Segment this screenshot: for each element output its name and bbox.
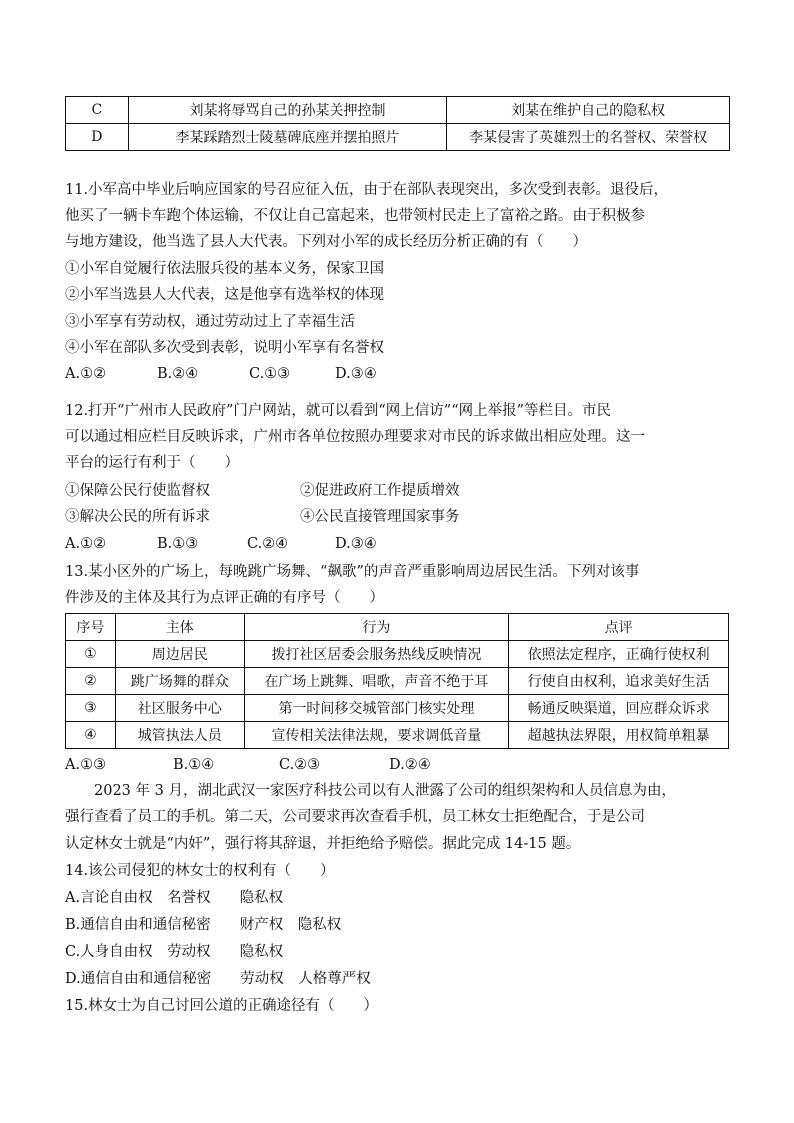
cell-subject: 社区服务中心 (115, 695, 244, 722)
col-header: 序号 (66, 614, 116, 641)
option-c[interactable]: C.人身自由权 劳动权 隐私权 (65, 944, 284, 960)
option-a[interactable]: A.言论自由权 名誉权 隐私权 (65, 890, 284, 906)
col-header: 行为 (244, 614, 509, 641)
q12-item: ③解决公民的所有诉求 (65, 509, 210, 525)
q12-stem-line: 平台的运行有利于（ ） (65, 455, 239, 471)
table-row (66, 695, 729, 722)
option-b[interactable]: B.通信自由和通信秘密 财产权 隐私权 (65, 917, 342, 933)
row-judgment: 刘某在维护自己的隐私权 (447, 97, 730, 124)
cell-action: 拨打社区居委会服务热线反映情况 (244, 641, 509, 668)
option-d[interactable]: D.③④ (335, 366, 377, 382)
cell-comment: 行使自由权利，追求美好生活 (509, 668, 729, 695)
cell-number: ② (66, 668, 116, 695)
cell-subject: 周边居民 (115, 641, 244, 668)
q11-stem-line: 他买了一辆卡车跑个体运输，不仅让自己富起来，也带领村民走上了富裕之路。由于积极参 (65, 208, 645, 224)
table-row (66, 124, 730, 151)
q12-options (65, 534, 377, 554)
option-b[interactable]: B.①③ (157, 536, 199, 552)
q11-stem-line: 11.小军高中毕业后响应国家的号召应征入伍，由于在部队表现突出，多次受到表彰。退役后， (65, 182, 669, 198)
q12-items-row (65, 507, 460, 527)
cell-comment: 依照法定程序，正确行使权利 (509, 641, 729, 668)
material-line: 认定林女士就是“内奸”，强行将其辞退，并拒绝给予赔偿。据此完成 14-15 题。 (65, 836, 581, 852)
option-d[interactable]: D.③④ (335, 536, 377, 552)
material-line: 强行查看了员工的手机。第二天，公司要求再次查看手机，员工林女士拒绝配合，于是公司 (65, 809, 645, 825)
table-header-row (66, 614, 729, 641)
row-key: C (66, 97, 129, 124)
option-b[interactable]: B.②④ (157, 366, 199, 382)
cell-comment: 畅通反映渠道，回应群众诉求 (509, 695, 729, 722)
q14-stem: 14.该公司侵犯的林女士的权利有（ ） (65, 863, 335, 879)
col-header: 点评 (509, 614, 729, 641)
cell-subject: 城管执法人员 (115, 722, 244, 749)
q11-item: ②小军当选县人大代表，这是他享有选举权的体现 (65, 287, 384, 303)
row-event: 李某踩踏烈士陵墓碑底座并摆拍照片 (128, 124, 447, 151)
cell-subject: 跳广场舞的群众 (115, 668, 244, 695)
option-c[interactable]: C.①③ (249, 366, 291, 382)
option-a[interactable]: A.①② (65, 536, 107, 552)
option-d[interactable]: D.通信自由和通信秘密 劳动权 人格尊严权 (65, 971, 371, 987)
q13-stem-line: 13.某小区外的广场上，每晚跳广场舞、“飙歌”的声音严重影响周边居民生活。下列对该事 (65, 564, 640, 580)
option-c[interactable]: C.②④ (247, 536, 289, 552)
row-key: D (66, 124, 129, 151)
q12-stem-line: 12.打开“广州市人民政府”门户网站，就可以看到“网上信访”“网上举报”等栏目。市民 (65, 403, 612, 419)
table-row (66, 97, 730, 124)
q11-stem-line: 与地方建设，他当选了县人大代表。下列对小军的成长经历分析正确的有（ ） (65, 234, 587, 250)
q12-items-row (65, 481, 460, 501)
q12-item: ④公民直接管理国家事务 (300, 509, 460, 525)
cell-action: 第一时间移交城管部门核实处理 (244, 695, 509, 722)
option-d[interactable]: D.②④ (389, 757, 431, 773)
q11-item: ③小军享有劳动权，通过劳动过上了幸福生活 (65, 314, 355, 330)
option-b[interactable]: B.①④ (173, 757, 215, 773)
option-c[interactable]: C.②③ (279, 757, 321, 773)
top-table (65, 96, 730, 151)
q12-item: ①保障公民行使监督权 (65, 483, 210, 499)
q11-options (65, 364, 377, 384)
q12-item: ②促进政府工作提质增效 (300, 483, 460, 499)
cell-action: 在广场上跳舞、唱歌，声音不绝于耳 (244, 668, 509, 695)
table-row (66, 641, 729, 668)
cell-number: ③ (66, 695, 116, 722)
q11-item: ④小军在部队多次受到表彰，说明小军享有名誉权 (65, 340, 384, 356)
cell-number: ④ (66, 722, 116, 749)
row-event: 刘某将辱骂自己的孙某关押控制 (128, 97, 447, 124)
q15-stem: 15.林女士为自己讨回公道的正确途径有（ ） (65, 998, 379, 1014)
row-judgment: 李某侵害了英雄烈士的名誉权、荣誉权 (447, 124, 730, 151)
q13-table (65, 613, 729, 749)
table-row (66, 668, 729, 695)
cell-action: 宣传相关法律法规，要求调低音量 (244, 722, 509, 749)
material-line: 2023 年 3 月，湖北武汉一家医疗科技公司以有人泄露了公司的组织架构和人员信息为由， (65, 783, 676, 799)
table-row (66, 722, 729, 749)
option-a[interactable]: A.①③ (65, 757, 107, 773)
q13-stem-line: 件涉及的主体及其行为点评正确的有序号（ ） (65, 590, 384, 606)
option-a[interactable]: A.①② (65, 366, 107, 382)
cell-number: ① (66, 641, 116, 668)
q12-stem-line: 可以通过相应栏目反映诉求，广州市各单位按照办理要求对市民的诉求做出相应处理。这一 (65, 429, 645, 445)
cell-comment: 超越执法界限，用权简单粗暴 (509, 722, 729, 749)
col-header: 主体 (115, 614, 244, 641)
q11-item: ①小军自觉履行依法服兵役的基本义务，保家卫国 (65, 261, 384, 277)
q13-options (65, 755, 431, 775)
